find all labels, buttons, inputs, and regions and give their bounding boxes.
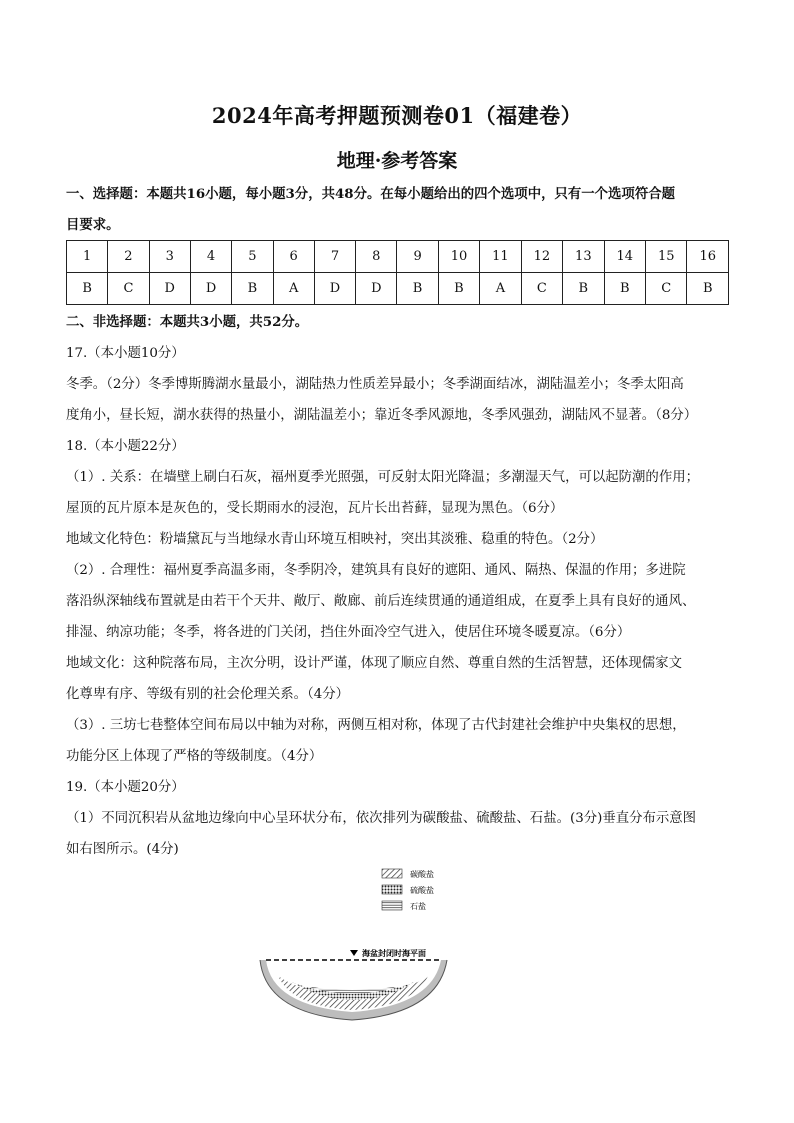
- q18-part2-line4: 地域文化：这种院落布局，主次分明，设计严谨，体现了顺应自然、尊重自然的生活智慧，还体现儒家文: [66, 656, 682, 671]
- q19-label: 19.（本小题20分）: [66, 780, 185, 795]
- q17-answer-line2: 度角小，昼长短，湖水获得的热量小，湖陆温差小；靠近冬季风源地，冬季风强劲，湖陆风不显著。（8分）: [66, 408, 698, 423]
- answer-cell: B: [232, 273, 273, 305]
- answer-cell: A: [480, 273, 521, 305]
- question-number-cell: 6: [273, 241, 314, 273]
- question-number-cell: 15: [646, 241, 687, 273]
- q18-part3-line1: （3）. 三坊七巷整体空间布局以中轴为对称，两侧互相对称，体现了古代封建社会维护中央集权的思想，: [66, 718, 686, 733]
- section1-heading-line2: 目要求。: [66, 217, 120, 233]
- q17-answer-line1: 冬季。（2分）冬季博斯腾湖水量最小，湖陆热力性质差异最小；冬季湖面结冰，湖陆温差小；冬季太阳高: [66, 377, 684, 392]
- question-number-cell: 3: [149, 241, 190, 273]
- question-number-cell: 11: [480, 241, 521, 273]
- question-number-cell: 2: [108, 241, 149, 273]
- legend-carbonate-swatch: [382, 869, 402, 878]
- answer-cell: C: [108, 273, 149, 305]
- document-title: 2024年高考押题预测卷01（福建卷）: [211, 103, 583, 128]
- question-number-cell: 12: [521, 241, 562, 273]
- q18-part1-line3: 地域文化特色：粉墙黛瓦与当地绿水青山环境互相映衬，突出其淡雅、稳重的特色。（2分）: [66, 532, 604, 547]
- q18-part3-line2: 功能分区上体现了严格的等级制度。（4分）: [66, 749, 323, 764]
- question-number-cell: 4: [190, 241, 231, 273]
- question-number-cell: 5: [232, 241, 273, 273]
- answer-cell: C: [521, 273, 562, 305]
- answer-cell: B: [563, 273, 604, 305]
- q19-part1-line2: 如右图所示。(4分): [66, 842, 179, 857]
- legend-carbonate-label: 碳酸盐: [410, 870, 434, 879]
- question-number-cell: 13: [563, 241, 604, 273]
- answer-cell: D: [190, 273, 231, 305]
- q17-label: 17.（本小题10分）: [66, 346, 185, 361]
- answer-table-answer-row: [67, 273, 729, 305]
- q18-part2-line2: 落沿纵深轴线布置就是由若干个天井、敞厅、敞廊、前后连续贯通的通道组成，在夏季上具有良好的通风、: [66, 594, 696, 609]
- answer-table-number-row: [67, 241, 729, 273]
- legend-sulfate-swatch: [382, 885, 402, 894]
- q18-part1-line1: （1）. 关系：在墙壁上刷白石灰，福州夏季光照强，可反射太阳光降温；多潮湿天气，可以起防潮的作用；: [66, 470, 699, 485]
- q18-part2-line3: 排湿、纳凉功能；冬季，将各进的门关闭，挡住外面冷空气进入，使居住环境冬暖夏凉。（6分）: [66, 625, 631, 640]
- section2-heading: 二、非选择题：本题共3小题，共52分。: [66, 314, 309, 330]
- question-number-cell: 16: [687, 241, 729, 273]
- answer-cell: D: [314, 273, 355, 305]
- q18-label: 18.（本小题22分）: [66, 439, 185, 454]
- section1-heading-line1: 一、选择题：本题共16小题，每小题3分，共48分。在每小题给出的四个选项中，只有一个选项符合题: [66, 186, 675, 202]
- q19-part1-line1: （1）不同沉积岩从盆地边缘向中心呈环状分布，依次排列为碳酸盐、硫酸盐、石盐。(3分)垂直分布示意图: [66, 811, 697, 826]
- sediment-distribution-figure: [252, 864, 462, 1034]
- question-number-cell: 8: [356, 241, 397, 273]
- q18-part2-line1: （2）. 合理性：福州夏季高温多雨，冬季阴冷，建筑具有良好的遮阳、通风、隔热、保温的作用；多进院: [66, 563, 686, 578]
- answer-cell: B: [687, 273, 729, 305]
- question-number-cell: 14: [604, 241, 645, 273]
- answer-cell: B: [397, 273, 438, 305]
- question-number-cell: 1: [67, 241, 108, 273]
- legend-sulfate-label: 硫酸盐: [410, 886, 434, 895]
- answer-cell: D: [149, 273, 190, 305]
- sea-level-label: 海盆封闭时海平面: [362, 949, 426, 958]
- legend-halite-label: 石盐: [410, 902, 426, 911]
- q18-part1-line2: 屋顶的瓦片原本是灰色的，受长期雨水的浸泡，瓦片长出苔藓，显现为黑色。（6分）: [66, 501, 564, 516]
- legend-halite-swatch: [382, 901, 402, 910]
- q18-part2-line5: 化尊卑有序、等级有别的社会伦理关系。（4分）: [66, 687, 350, 702]
- question-number-cell: 7: [314, 241, 355, 273]
- answer-table: [66, 240, 729, 305]
- document-subtitle: 地理·参考答案: [336, 150, 458, 172]
- sea-level-triangle-icon: [350, 950, 358, 956]
- answer-cell: B: [438, 273, 479, 305]
- answer-cell: B: [604, 273, 645, 305]
- question-number-cell: 10: [438, 241, 479, 273]
- answer-cell: A: [273, 273, 314, 305]
- answer-cell: D: [356, 273, 397, 305]
- question-number-cell: 9: [397, 241, 438, 273]
- answer-cell: B: [67, 273, 108, 305]
- answer-cell: C: [646, 273, 687, 305]
